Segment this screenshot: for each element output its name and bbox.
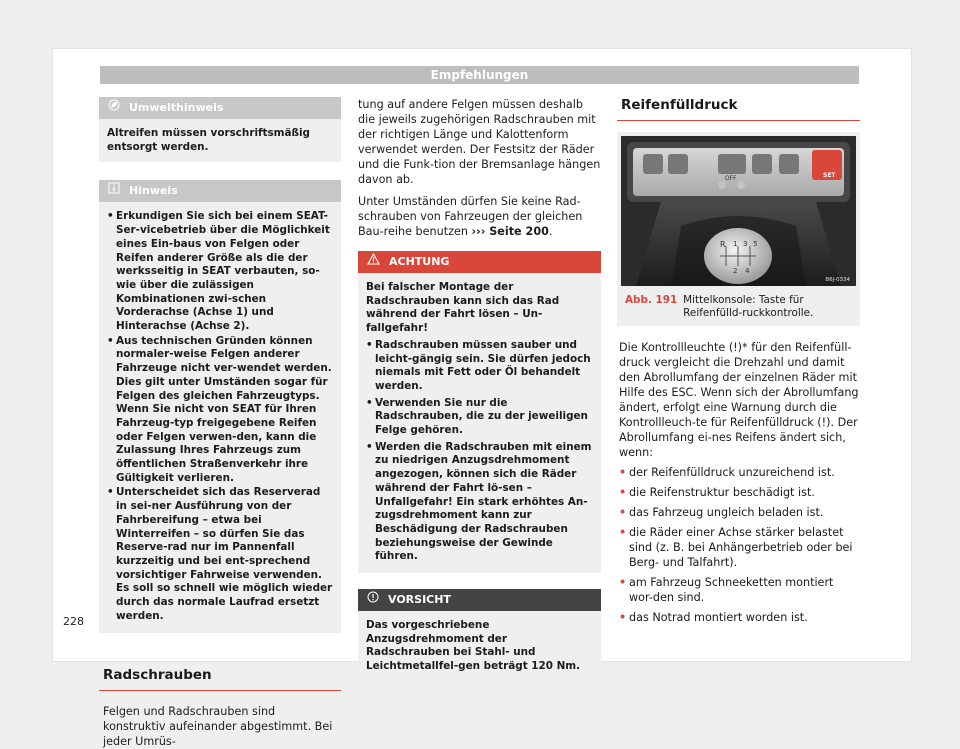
info-icon [108,180,120,202]
gear-label-r: R [720,240,726,249]
radschrauben-paragraph-2 [358,194,601,239]
list-item: • die Reifenstruktur beschädigt ist. [619,485,860,500]
paragraph-2-text: Unter Umständen dürfen Sie keine Rad-schrauben von Fahrzeugen der gleichen Bau-reihe benutzen [358,195,583,238]
caution-label: VORSICHT [388,593,451,607]
warning-triangle-icon [367,251,380,273]
info-note-item: • Erkundigen Sie sich bei einem SEAT-Ser-vicebetrieb über die Möglichkeit eines Ein-baus von Felgen oder Reifen anderer Größe als die der werksseitig in SEAT verbauten, so-wie über die zulässigen Kombinationen zwi-schen Vorderachse (Achse 1) und Hinterachse (Achse 2). [107,210,333,333]
list-item: • am Fahrzeug Schneeketten montiert wor-den sind. [619,575,860,605]
info-note-header [99,180,341,202]
caution-circle-icon [367,589,379,611]
caution-box [358,589,601,682]
tpms-warning-icon: (!) [728,341,743,354]
warning-body [358,273,601,573]
set-button-label: SET [823,172,836,179]
paragraph-part-3: . Der Abrollumfang ei-nes Reifens ändert sich, wenn: [619,416,858,459]
leaf-icon [108,97,120,119]
column-left [99,97,341,749]
figure-caption-text: Mittelkonsole: Taste für Reifenfülld-ruckkontrolle. [683,294,814,319]
page-number: 228 [63,615,84,628]
info-note-body [99,202,341,632]
page-reference-link[interactable]: ››› Seite 200 [471,225,549,238]
list-item: • das Notrad montiert worden ist. [619,610,860,625]
gear-label-3: 3 [743,240,748,248]
warning-item: • Werden die Radschrauben mit einem zu niedrigen Anzugsdrehmoment angezogen, können sich die Räder während der Fahrt lö-sen – Unfallgefahr! Ein stark erhöhtes An-zugsdrehmoment kann zur Beschädigung der Radschrauben beziehungsweise der Gewinde führen. [366,441,593,564]
center-console-image [621,136,856,286]
radschrauben-text: Felgen und Radschrauben sind konstruktiv aufeinander abgestimmt. Bei jeder Umrüs- [103,704,333,748]
environment-note-header [99,97,341,119]
figure-caption-label: Abb. 191 [625,294,678,306]
column-right [617,97,860,625]
off-button-label: OFF [725,175,737,182]
gear-label-2: 2 [733,267,738,275]
radschrauben-paragraph-1: tung auf andere Felgen müssen deshalb die jeweils zugehörigen Radschrauben mit der richtigen Länge und Kalottenform verwendet werden. Der Festsitz der Räder und die Funk-tion der Bremsanlage hängen davon ab. [358,98,601,186]
environment-note-label: Umwelthinweis [129,101,224,114]
list-item: • der Reifenfülldruck unzureichend ist. [619,465,860,480]
warning-label: ACHTUNG [389,255,450,268]
caution-header [358,589,601,611]
section-title-radschrauben: Radschrauben [99,667,341,691]
info-note-item: • Unterscheidet sich das Reserverad in sei-ner Ausführung von der Fahrbereifung – etwa bei Winterreifen – so dürfen Sie das Reserve-rad nur im Pannenfall kurzzeitig und bei ent-sprechend vorsichtiger Fahrweise verwenden. Es soll so schnell wie möglich wieder durch das normale Laufrad ersetzt werden. [107,486,333,623]
info-note-label: Hinweis [129,184,178,198]
environment-note-text: Altreifen müssen vorschriftsmäßig entsorgt werden. [107,127,310,153]
tpms-warning-icon: (!) [817,416,831,429]
info-note-box [99,180,341,632]
column-middle [358,97,601,682]
warning-intro: Bei falscher Montage der Radschrauben kann sich das Rad während der Fahrt lösen – Un-fallgefahr! [366,281,560,335]
environment-note-box [99,97,341,162]
console-illustration [621,136,856,286]
figure-caption [621,286,856,320]
warning-item: • Radschrauben müssen sauber und leicht-gängig sein. Sie dürfen jedoch niemals mit Fett oder Öl behandelt werden. [366,339,593,394]
paragraph-2-end: . [548,225,553,238]
section-title-reifenfuelldruck: Reifenfülldruck [617,97,860,121]
info-note-item: • Aus technischen Gründen können normaler-weise Felgen anderer Fahrzeuge nicht ver-wendet werden. Dies gilt unter Umständen sogar für Felgen des gleichen Fahrzeugtyps. Wenn Sie nicht von SEAT für Ihren Fahrzeug-typ freigegebene Reifen oder Felgen verwen-den, kann die Zulassung Ihres Fahrzeugs zum öffentlichen Straßenverkehr ihre Gültigkeit verlieren. [107,335,333,486]
reifenfuelldruck-paragraph [617,340,860,460]
caution-text: Das vorgeschriebene Anzugsdrehmoment der Radschrauben bei Stahl- und Leichtmetallfel-gen beträgt 120 Nm. [366,619,581,673]
paragraph-part-1: Die Kontrollleuchte [619,341,729,354]
paragraph-part-2: * für den Reifenfüll-druck vergleicht die Drehzahl und damit den Abrollumfang der einzelnen Räder mit Hilfe des ESC. Wenn sich der Abrollumfang ändert, erfolgt eine Warnung durch die Kontrollleuch-te für Reifenfülldruck [619,341,859,429]
figure-box [617,132,860,326]
warning-box [358,251,601,573]
list-item: • die Räder einer Achse stärker belastet sind (z. B. bei Anhängerbetrieb oder bei Berg- und Talfahrt). [619,525,860,570]
page-header: Empfehlungen [100,66,859,84]
gear-label-1: 1 [733,240,738,248]
gear-label-5: 5 [753,240,758,248]
tire-conditions-list [617,465,860,625]
warning-item: • Verwenden Sie nur die Radschrauben, die zu der jeweiligen Felge gehören. [366,397,593,438]
warning-header [358,251,601,273]
gear-label-4: 4 [745,267,750,275]
list-item: • das Fahrzeug ungleich beladen ist. [619,505,860,520]
figure-code: B6J-0334 [825,277,850,283]
